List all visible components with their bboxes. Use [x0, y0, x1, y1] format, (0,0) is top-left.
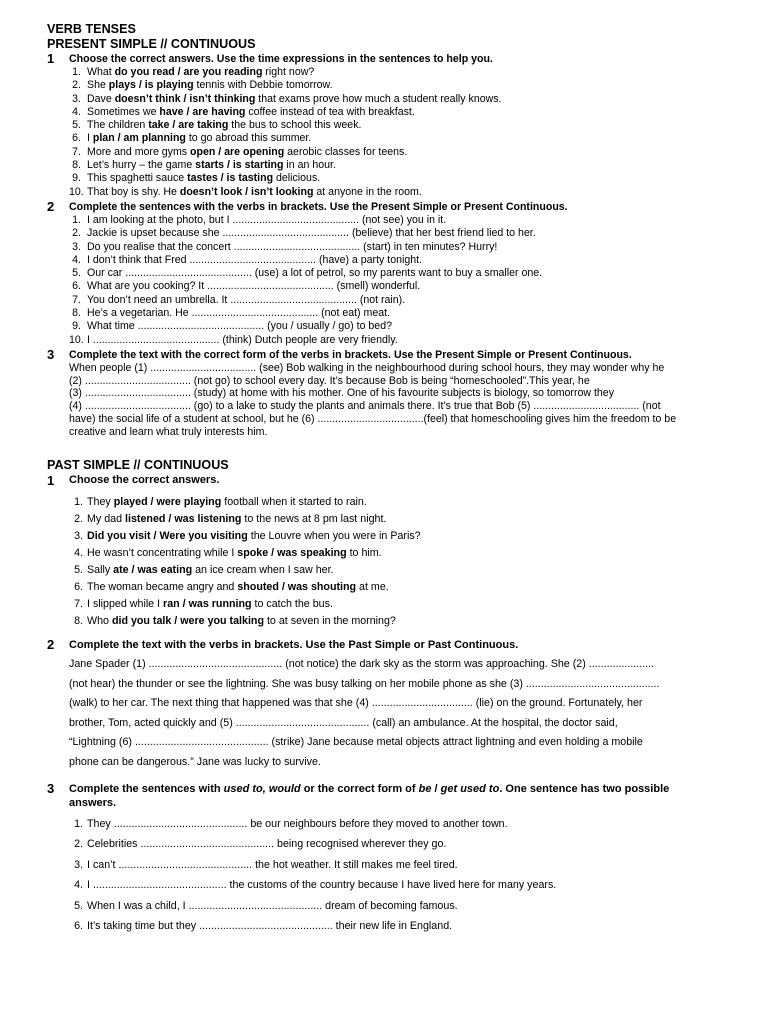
- item-text: They ............................................. be our neighbours before they moved to another town.: [87, 818, 508, 830]
- item-text-after: to go abroad this summer.: [185, 132, 312, 145]
- item-text-after: coffee instead of tea with breakfast.: [245, 105, 415, 118]
- item-number: 4.: [72, 105, 81, 118]
- item-number: 4.: [74, 547, 83, 559]
- instruction-part: or the correct form of: [300, 783, 419, 795]
- item-number: 1.: [74, 496, 83, 508]
- item-text-before: What: [87, 66, 115, 78]
- exercise-instruction-continued: answers.: [69, 797, 117, 809]
- item-text: I ............................................. the customs of the country because I have lived here for many years.: [87, 879, 557, 892]
- text-line: creative and learn what truly interests him.: [69, 425, 268, 438]
- item-text: [87, 93, 502, 106]
- item-number: 3.: [72, 240, 81, 253]
- exercise-instruction: Choose the correct answers.: [69, 474, 220, 486]
- item-text-after: delicious.: [273, 172, 321, 185]
- text-line: When people (1) .................................... (see) Bob walking in the neighbourhood during school hours, they may wonder why he: [69, 362, 665, 374]
- item-number: 7.: [74, 598, 83, 610]
- answer-choices: do you read / are you reading: [114, 66, 263, 78]
- item-number: 1.: [72, 66, 81, 78]
- answer-choices: shouted / was shouting: [237, 581, 357, 593]
- section-heading-present: PRESENT SIMPLE // CONTINUOUS: [47, 37, 256, 51]
- answer-choices: doesn’t think / isn’t thinking: [114, 92, 256, 105]
- item-text: [87, 119, 361, 132]
- answer-choices: open / are opening: [190, 145, 285, 158]
- exercise-text: [69, 655, 660, 773]
- item-number: 4.: [72, 253, 81, 266]
- item-text: [87, 597, 333, 611]
- item-text: [87, 79, 333, 92]
- item-text-after: to catch the bus.: [251, 598, 333, 610]
- item-number: 1.: [72, 214, 81, 226]
- item-text-before: Dave: [87, 92, 115, 105]
- text-line: (walk) to her car. The next thing that happened was that she (4) .................................. (lie) on the ground. Fortunately, her: [69, 697, 643, 710]
- item-text: When I was a child, I ............................................. dream of becoming famous.: [87, 899, 458, 912]
- item-text: I am looking at the photo, but I ........................................... (not see) you in it.: [87, 214, 447, 226]
- answer-choices: doesn’t look / isn’t looking: [179, 185, 314, 198]
- item-text-before: I slipped while I: [87, 598, 164, 610]
- item-number: 10.: [69, 185, 84, 198]
- item-text-before: That boy is shy. He: [87, 185, 180, 198]
- item-number: 6.: [74, 919, 83, 932]
- exercise-number: 2: [47, 637, 55, 652]
- page-title: VERB TENSES: [47, 22, 136, 36]
- item-text: It’s taking time but they ............................................. their new life in England.: [87, 919, 453, 932]
- item-text-before: They: [87, 496, 114, 508]
- item-text-before: The woman became angry and: [87, 581, 238, 593]
- text-line: (4) .................................... (go) to a lake to study the plants and animals there. It’s true that Bob (5) .................................... (not: [69, 400, 661, 413]
- item-text: [87, 495, 367, 509]
- item-number: 2.: [74, 838, 83, 851]
- text-line: brother, Tom, acted quickly and (5) ............................................. (call) an ambulance. At the hospital, the doctor said,: [69, 716, 618, 729]
- item-text-before: He wasn’t concentrating while I: [87, 547, 238, 559]
- text-line: (3) .................................... (study) at home with his mother. One of his favourite subjects is biology, so tomorrow they: [69, 387, 614, 400]
- instruction-part: /: [431, 783, 441, 795]
- item-text: [87, 106, 415, 119]
- answer-choices: tastes / is tasting: [187, 172, 274, 185]
- item-text-after: to the news at 8 pm last night.: [241, 513, 387, 525]
- item-text-after: the Louvre when you were in Paris?: [247, 530, 421, 542]
- item-text-before: Let’s hurry – the game: [87, 159, 196, 172]
- item-text: [87, 546, 382, 560]
- item-text-after: that exams prove how much a student really knows.: [255, 92, 502, 105]
- answer-choices: ate / was eating: [113, 564, 193, 576]
- item-text-before: She: [87, 79, 109, 92]
- item-number: 2.: [72, 79, 81, 92]
- item-number: 10.: [69, 333, 84, 346]
- text-line: have) the social life of a student at school, but he (6) ....................................(feel) that homeschooling gives him the freedom to be: [69, 412, 677, 425]
- item-text-after: football when it started to rain.: [221, 496, 367, 508]
- item-text: Celebrities ............................................. being recognised wherever they go.: [87, 838, 447, 851]
- item-text-before: The children: [87, 119, 149, 132]
- item-number: 5.: [74, 899, 83, 912]
- item-number: 8.: [74, 615, 83, 627]
- item-number: 3.: [72, 92, 81, 105]
- answer-choices: take / are taking: [148, 119, 229, 132]
- text-line: Jane Spader (1) ............................................. (not notice) the dark sky as the storm was approaching. She (2) ......................: [69, 658, 655, 670]
- item-text-after: to him.: [346, 547, 382, 559]
- answer-choices: starts / is starting: [195, 159, 284, 172]
- answer-choices: have / are having: [159, 105, 246, 118]
- item-text: What are you cooking? It ........................................... (smell) wonderful.: [87, 280, 421, 293]
- item-number: 7.: [72, 293, 81, 306]
- item-number: 4.: [74, 879, 83, 892]
- item-text: [87, 529, 421, 543]
- item-text-after: to at seven in the morning?: [263, 615, 396, 627]
- answer-choices: spoke / was speaking: [237, 547, 347, 559]
- exercise-text: [69, 362, 676, 438]
- answer-choices: plan / am planning: [92, 132, 186, 145]
- item-text: What time ........................................... (you / usually / go) to bed?: [87, 320, 392, 333]
- answer-choices: Did you visit / Were you visiting: [87, 530, 248, 542]
- item-text: [87, 159, 336, 172]
- item-text: [87, 66, 314, 79]
- item-text-before: More and more gyms: [87, 145, 191, 158]
- item-text-after: aerobic classes for teens.: [284, 145, 408, 158]
- answer-choices: played / were playing: [113, 496, 222, 508]
- text-line: (2) .................................... (not go) to school every day. It’s because Bob is being “homeschooled”.This year, he: [69, 374, 590, 387]
- item-text-after: in an hour.: [283, 159, 336, 172]
- item-number: 7.: [72, 145, 81, 158]
- item-number: 8.: [72, 159, 81, 172]
- exercise-number: 3: [47, 347, 55, 362]
- item-text: Do you realise that the concert ........................................... (start) in ten minutes? Hurry!: [87, 240, 498, 253]
- answer-choices: did you talk / were you talking: [111, 615, 264, 627]
- item-text: Our car ........................................... (use) a lot of petrol, so my parents want to buy a smaller one.: [87, 267, 543, 280]
- item-text: [87, 563, 334, 577]
- item-text-after: an ice cream when I saw her.: [192, 564, 334, 576]
- item-text-after: at anyone in the room.: [313, 185, 422, 198]
- exercise-number: 3: [47, 781, 55, 796]
- item-text: [87, 512, 386, 526]
- item-text: [87, 172, 320, 185]
- item-text-after: tennis with Debbie tomorrow.: [193, 79, 333, 92]
- item-text-before: Sally: [87, 564, 114, 576]
- exercise-instruction: Choose the correct answers. Use the time expressions in the sentences to help you.: [69, 53, 493, 65]
- exercise-instruction: Complete the sentences with the verbs in brackets. Use the Present Simple or Present Continuous.: [69, 201, 568, 213]
- item-text: Jackie is upset because she ........................................... (believe) that her best friend lied to her.: [87, 227, 536, 240]
- answer-choices: ran / was running: [163, 598, 252, 610]
- exercise-number: 1: [47, 473, 55, 488]
- exercise-instruction: [69, 783, 669, 796]
- item-text-after: the bus to school this week.: [228, 119, 362, 132]
- item-text: I don’t think that Fred ........................................... (have) a party tonight.: [87, 253, 423, 266]
- item-text-before: Sometimes we: [87, 105, 160, 118]
- exercise-instruction: Complete the text with the verbs in brackets. Use the Past Simple or Past Continuous.: [69, 639, 519, 651]
- section-heading-past: PAST SIMPLE // CONTINUOUS: [47, 458, 229, 472]
- answer-choices: listened / was listening: [125, 513, 242, 525]
- item-number: 2.: [72, 227, 81, 240]
- item-text: I ........................................... (think) Dutch people are very friendly.: [87, 333, 398, 346]
- exercise-instruction: Complete the text with the correct form of the verbs in brackets. Use the Present Simple or Present Continuous.: [69, 349, 632, 361]
- exercise-number: 1: [47, 51, 55, 66]
- item-number: 1.: [74, 818, 83, 830]
- item-number: 2.: [74, 513, 83, 525]
- item-text-before: This spaghetti sauce: [87, 172, 188, 185]
- item-text: [87, 614, 396, 628]
- answer-choices: plays / is playing: [108, 79, 194, 92]
- item-text-before: Who: [87, 615, 112, 627]
- item-number: 6.: [74, 581, 83, 593]
- instruction-part-italic: get used to: [440, 783, 500, 795]
- text-line: phone can be dangerous.” Jane was lucky to survive.: [69, 755, 321, 768]
- item-text-before: My dad: [87, 513, 126, 525]
- item-number: 5.: [74, 564, 83, 576]
- item-text: You don’t need an umbrella. It ........................................... (not rain).: [87, 293, 406, 306]
- item-text: [87, 132, 311, 145]
- item-number: 6.: [72, 132, 81, 145]
- item-text: He’s a vegetarian. He ........................................... (not eat) meat.: [87, 307, 391, 320]
- item-number: 9.: [72, 320, 81, 333]
- item-text-after: right now?: [262, 66, 315, 78]
- instruction-part: . One sentence has two possible: [499, 783, 670, 795]
- instruction-part-italic: used to, would: [223, 783, 301, 795]
- item-number: 5.: [72, 119, 81, 132]
- item-number: 9.: [72, 172, 81, 185]
- text-line: “Lightning (6) ............................................. (strike) Jane because metal objects attract lightning and even holding a mobile: [69, 736, 643, 749]
- item-text: [87, 146, 407, 159]
- item-text: I can’t ............................................. the hot weather. It still makes me feel tired.: [87, 858, 458, 871]
- item-number: 5.: [72, 267, 81, 280]
- item-number: 8.: [72, 307, 81, 320]
- item-text: [87, 580, 389, 594]
- item-number: 6.: [72, 280, 81, 293]
- exercise-number: 2: [47, 199, 55, 214]
- item-number: 3.: [74, 858, 83, 871]
- item-text: [87, 186, 422, 199]
- item-text-after: at me.: [356, 581, 389, 593]
- instruction-part-italic: be: [418, 783, 432, 795]
- item-number: 3.: [74, 530, 83, 542]
- instruction-part: Complete the sentences with: [69, 783, 224, 795]
- text-line: (not hear) the thunder or see the lightning. She was busy talking on her mobile phone as she (3) .............................................: [69, 677, 660, 690]
- item-text-before: I: [87, 132, 93, 145]
